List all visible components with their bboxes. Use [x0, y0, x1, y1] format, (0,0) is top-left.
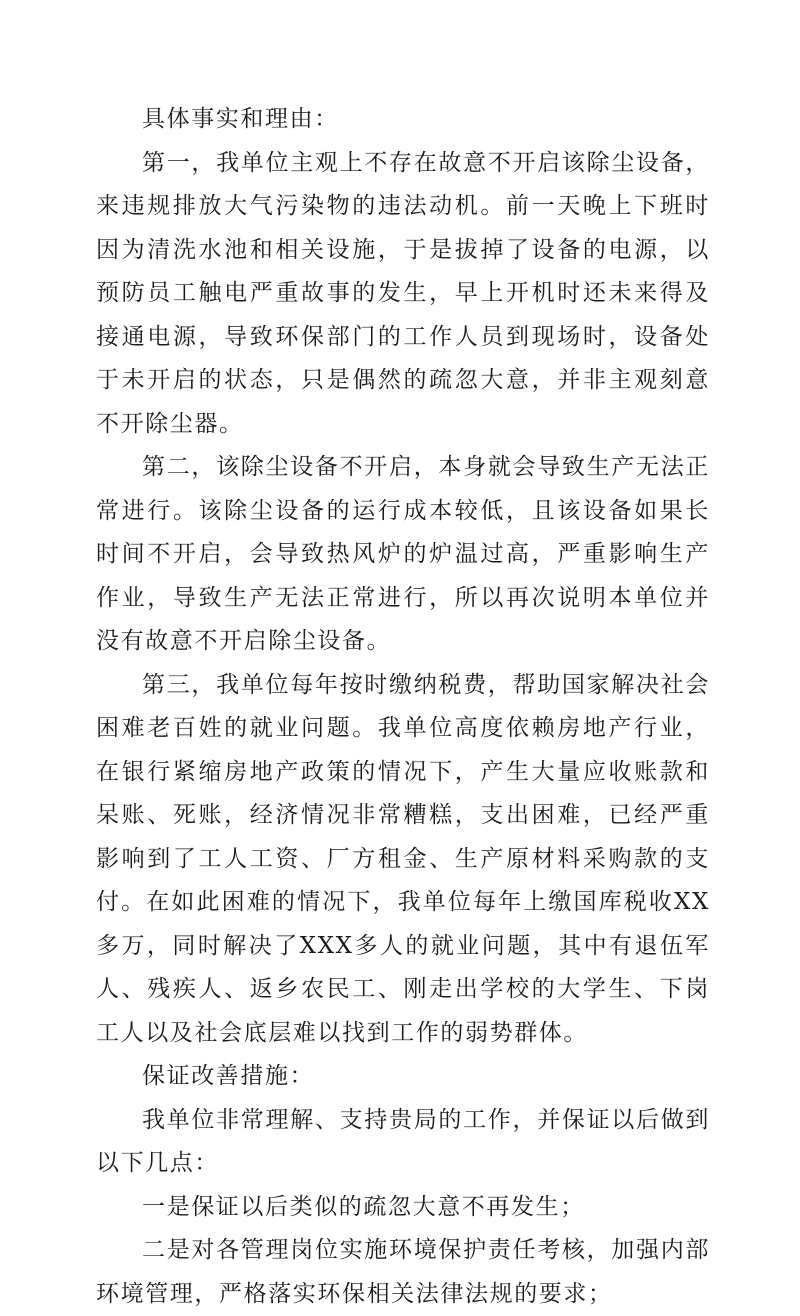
- measure-item-2: 二是对各管理岗位实施环境保护责任考核，加强内部环境管理，严格落实环保相关法律法规的要求；: [96, 1237, 710, 1307]
- heading-improvement-measures: 保证改善措施：: [142, 1063, 315, 1089]
- measure-item-1: 一是保证以后类似的疏忽大意不再发生；: [142, 1193, 585, 1220]
- paragraph-second-reason: 第二，该除尘设备不开启，本身就会导致生产无法正常进行。该除尘设备的运行成本较低，且该设备如果长时间不开启，会导致热风炉的炉温过高，严重影响生产作业，导致生产无法正常进行，所以再次说明本单位并没有故意不开启除尘设备。: [96, 454, 710, 654]
- heading-facts-and-reasons: 具体事实和理由：: [142, 106, 339, 132]
- document-body: [96, 98, 710, 1316]
- paragraph-commitment-intro: 我单位非常理解、支持贵局的工作，并保证以后做到以下几点：: [96, 1106, 710, 1176]
- paragraph-first-reason: 第一，我单位主观上不存在故意不开启该除尘设备，来违规排放大气污染物的违法动机。前一天晚上下班时因为清洗水池和相关设施，于是拔掉了设备的电源，以预防员工触电严重故事的发生，早上开机时还未来得及接通电源，导致环保部门的工作人员到现场时，设备处于未开启的状态，只是偶然的疏忽大意，并非主观刻意不开除尘器。: [96, 149, 710, 437]
- paragraph-third-reason: 第三，我单位每年按时缴纳税费，帮助国家解决社会困难老百姓的就业问题。我单位高度依赖房地产行业，在银行紧缩房地产政策的情况下，产生大量应收账款和呆账、死账，经济情况非常糟糕，支出困难，已经严重影响到了工人工资、厂方租金、生产原材料采购款的支付。在如此困难的情况下，我单位每年上缴国库税收XX多万，同时解决了XXX多人的就业问题，其中有退伍军人、残疾人、返乡农民工、刚走出学校的大学生、下岗工人以及社会底层难以找到工作的弱势群体。: [96, 671, 710, 1046]
